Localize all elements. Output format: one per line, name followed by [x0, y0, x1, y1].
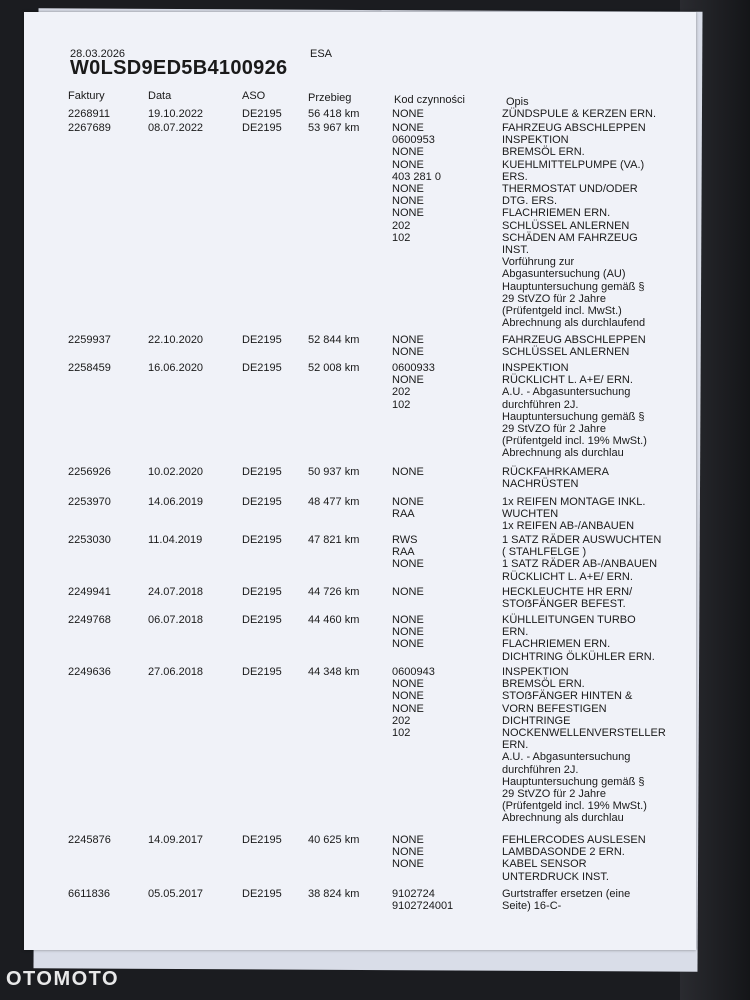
service-history-document — [24, 12, 696, 950]
description-line: FLACHRIEMEN ERN. — [502, 638, 611, 651]
description-line: Seite) 16-C- — [502, 900, 562, 913]
operation-code: 202 — [392, 714, 411, 727]
service-date: 14.06.2019 — [148, 496, 204, 508]
description-line: INST. — [502, 244, 529, 257]
invoice-number: 2249941 — [68, 586, 111, 598]
invoice-number: 2245876 — [68, 834, 111, 846]
description-line: Vorführung zur — [502, 256, 575, 269]
service-date: 05.05.2017 — [148, 888, 204, 900]
description-line: durchführen 2J. — [502, 398, 579, 411]
invoice-number: 2253970 — [68, 496, 111, 508]
aso-code: DE2195 — [242, 496, 282, 508]
operation-code: 0600953 — [392, 134, 435, 147]
aso-code: DE2195 — [242, 614, 282, 626]
service-date: 27.06.2018 — [148, 666, 204, 678]
operation-code: NONE — [392, 158, 424, 171]
description — [502, 888, 630, 912]
description-line: SCHLÜSSEL ANLERNEN — [502, 346, 630, 359]
invoice-number: 2267689 — [68, 122, 111, 134]
operation-codes — [392, 108, 424, 120]
description-line: SCHÄDEN AM FAHRZEUG — [502, 231, 638, 244]
description-line: VORN BEFESTIGEN — [502, 702, 607, 715]
column-header-kod: Kod czynności — [394, 94, 465, 106]
print-date: 28.03.2026 — [70, 48, 126, 60]
description-line: DICHTRING ÖLKÜHLER ERN. — [502, 650, 655, 663]
description-line: UNTERDRUCK INST. — [502, 870, 609, 883]
operation-codes — [392, 534, 424, 571]
operation-code: NONE — [392, 334, 424, 346]
operation-code: NONE — [392, 195, 424, 208]
description — [502, 122, 646, 329]
service-date: 19.10.2022 — [148, 108, 204, 120]
description-line: RÜCKLICHT L. A+E/ ERN. — [502, 570, 633, 583]
operation-code: NONE — [392, 858, 424, 871]
description — [502, 586, 632, 610]
description-line: 1 SATZ RÄDER AUSWUCHTEN — [502, 534, 662, 546]
aso-code: DE2195 — [242, 834, 282, 846]
mileage: 53 967 km — [308, 122, 360, 134]
description-line: 1x REIFEN AB-/ANBAUEN — [502, 520, 635, 533]
vin-number: W0LSD9ED5B4100926 — [70, 57, 288, 79]
description-line: DICHTRINGE — [502, 714, 571, 727]
mileage: 50 937 km — [308, 466, 360, 478]
operation-code: NONE — [392, 690, 424, 703]
aso-code: DE2195 — [242, 888, 282, 900]
description — [502, 334, 646, 358]
description-line: Abrechnung als durchlau — [502, 812, 624, 825]
operation-code: NONE — [392, 122, 424, 134]
invoice-number: 2258459 — [68, 362, 111, 374]
aso-code: DE2195 — [242, 466, 282, 478]
mileage: 47 821 km — [308, 534, 360, 546]
description — [502, 666, 666, 825]
description-line: DTG. ERS. — [502, 195, 558, 208]
operation-codes — [392, 466, 424, 478]
description-line: 1x REIFEN MONTAGE INKL. — [502, 496, 646, 508]
service-date: 16.06.2020 — [148, 362, 204, 374]
operation-code: 202 — [392, 386, 411, 399]
aso-code: DE2195 — [242, 362, 282, 374]
description-line: Hauptuntersuchung gemäß § — [502, 775, 645, 788]
description-line: (Prüfentgeld incl. 19% MwSt.) — [502, 800, 647, 813]
invoice-number: 2259937 — [68, 334, 111, 346]
description-line: Hauptuntersuchung gemäß § — [502, 280, 645, 293]
service-date: 06.07.2018 — [148, 614, 204, 626]
description-line: NOCKENWELLENVERSTELLER — [502, 727, 666, 740]
operation-code: 102 — [392, 727, 411, 740]
operation-code: NONE — [392, 558, 424, 571]
description-line: ERN. — [502, 739, 529, 752]
mileage: 44 460 km — [308, 614, 360, 626]
description-line: STOẞFÄNGER BEFEST. — [502, 598, 626, 611]
service-date: 08.07.2022 — [148, 122, 204, 134]
operation-codes — [392, 122, 441, 244]
description-line: NACHRÜSTEN — [502, 478, 579, 491]
mileage: 38 824 km — [308, 888, 360, 900]
operation-code: NONE — [392, 626, 424, 639]
description-line: RÜCKFAHRKAMERA — [502, 466, 609, 478]
description-line: STOẞFÄNGER HINTEN & — [502, 690, 633, 703]
mileage: 56 418 km — [308, 108, 360, 120]
description — [502, 362, 647, 460]
description-line: RÜCKLICHT L. A+E/ ERN. — [502, 374, 633, 387]
description-line: ( STAHLFELGE ) — [502, 546, 587, 559]
operation-code: NONE — [392, 614, 424, 626]
aso-code: DE2195 — [242, 586, 282, 598]
description — [502, 614, 655, 663]
column-header-data: Data — [148, 90, 172, 102]
operation-code: NONE — [392, 846, 424, 859]
operation-code: NONE — [392, 834, 424, 846]
service-date: 11.04.2019 — [148, 534, 203, 546]
mileage: 40 625 km — [308, 834, 360, 846]
description-line: LAMBDASONDE 2 ERN. — [502, 846, 625, 859]
description — [502, 108, 656, 120]
description-line: ZÜNDSPULE & KERZEN ERN. — [502, 108, 657, 120]
operation-codes — [392, 586, 424, 598]
operation-code: 0600943 — [392, 666, 435, 678]
column-header-aso: ASO — [242, 90, 266, 102]
operation-codes — [392, 888, 453, 912]
operation-code: 202 — [392, 219, 411, 232]
description-line: THERMOSTAT UND/ODER — [502, 183, 638, 196]
mileage: 48 477 km — [308, 496, 360, 508]
description-line: (Prüfentgeld incl. 19% MwSt.) — [502, 435, 647, 448]
service-date: 14.09.2017 — [148, 834, 204, 846]
description-line: Abgasuntersuchung (AU) — [502, 268, 626, 281]
description-line: KUEHLMITTELPUMPE (VA.) — [502, 158, 645, 171]
description-line: INSPEKTION — [502, 362, 569, 374]
operation-codes — [392, 666, 435, 739]
operation-code: 102 — [392, 398, 411, 411]
operation-codes — [392, 334, 424, 358]
invoice-number: 2249768 — [68, 614, 111, 626]
description-line: (Prüfentgeld incl. MwSt.) — [502, 305, 622, 318]
aso-code: DE2195 — [242, 666, 282, 678]
operation-code: NONE — [392, 586, 424, 598]
column-header-przebieg: Przebieg — [308, 92, 352, 104]
description-line: 29 StVZO für 2 Jahre — [502, 292, 606, 305]
operation-code: RAA — [392, 546, 415, 559]
invoice-number: 2253030 — [68, 534, 111, 546]
description-line: INSPEKTION — [502, 134, 569, 147]
column-header-faktury: Faktury — [68, 90, 105, 102]
operation-code: NONE — [392, 466, 424, 478]
description-line: WUCHTEN — [502, 508, 559, 521]
invoice-number: 6611836 — [68, 888, 111, 900]
description-line: FAHRZEUG ABSCHLEPPEN — [502, 334, 646, 346]
description-line: durchführen 2J. — [502, 763, 579, 776]
operation-code: RAA — [392, 508, 415, 521]
operation-codes — [392, 362, 435, 411]
description-line: Gurtstraffer ersetzen (eine — [502, 888, 631, 900]
description-line: FEHLERCODES AUSLESEN — [502, 834, 646, 846]
operation-code: 9102724001 — [392, 900, 454, 913]
service-date: 10.02.2020 — [148, 466, 204, 478]
operation-codes — [392, 496, 424, 520]
operation-codes — [392, 834, 424, 871]
description-line: ERS. — [502, 170, 528, 183]
description-line: ERN. — [502, 626, 529, 639]
description — [502, 496, 645, 533]
operation-code: NONE — [392, 678, 424, 691]
operation-code: RWS — [392, 534, 418, 546]
mileage: 44 348 km — [308, 666, 360, 678]
invoice-number: 2256926 — [68, 466, 111, 478]
description-line: FLACHRIEMEN ERN. — [502, 207, 611, 220]
invoice-number: 2249636 — [68, 666, 111, 678]
service-date: 22.10.2020 — [148, 334, 204, 346]
operation-code: NONE — [392, 374, 424, 387]
operation-code: NONE — [392, 638, 424, 651]
description-line: 29 StVZO für 2 Jahre — [502, 423, 606, 436]
operation-code: NONE — [392, 702, 424, 715]
aso-code: DE2195 — [242, 334, 282, 346]
description-line: BREMSÖL ERN. — [502, 678, 585, 691]
description — [502, 466, 609, 490]
operation-code: NONE — [392, 146, 424, 159]
description-line: 1 SATZ RÄDER AB-/ANBAUEN — [502, 558, 658, 571]
description — [502, 834, 646, 883]
description-line: Abrechnung als durchlaufend — [502, 317, 646, 330]
operation-codes — [392, 614, 424, 651]
operation-code: NONE — [392, 207, 424, 220]
operation-code: 9102724 — [392, 888, 435, 900]
description-line: A.U. - Abgasuntersuchung — [502, 751, 631, 764]
document-code: ESA — [310, 48, 333, 60]
description-line: Hauptuntersuchung gemäß § — [502, 410, 645, 423]
otomoto-watermark: OTOMOTO — [6, 968, 120, 990]
description-line: HECKLEUCHTE HR ERN/ — [502, 586, 633, 598]
mileage: 52 008 km — [308, 362, 360, 374]
operation-code: NONE — [392, 496, 424, 508]
aso-code: DE2195 — [242, 122, 282, 134]
service-date: 24.07.2018 — [148, 586, 204, 598]
description-line: FAHRZEUG ABSCHLEPPEN — [502, 122, 646, 134]
operation-code: NONE — [392, 346, 424, 359]
description-line: INSPEKTION — [502, 666, 569, 678]
description-line: KABEL SENSOR — [502, 858, 587, 871]
mileage: 52 844 km — [308, 334, 360, 346]
mileage: 44 726 km — [308, 586, 360, 598]
description-line: 29 StVZO für 2 Jahre — [502, 788, 606, 801]
description-line: BREMSÖL ERN. — [502, 146, 585, 159]
description-line: Abrechnung als durchlau — [502, 447, 624, 460]
description-line: KÜHLLEITUNGEN TURBO — [502, 614, 636, 626]
description-line: A.U. - Abgasuntersuchung — [502, 386, 631, 399]
aso-code: DE2195 — [242, 108, 282, 120]
description — [502, 534, 661, 583]
description-line: SCHLÜSSEL ANLERNEN — [502, 219, 630, 232]
operation-code: 102 — [392, 231, 411, 244]
operation-code: NONE — [392, 108, 424, 120]
invoice-number: 2268911 — [68, 108, 111, 120]
column-header-opis: Opis — [506, 96, 529, 108]
operation-code: 0600933 — [392, 362, 435, 374]
operation-code: 403 281 0 — [392, 170, 441, 183]
aso-code: DE2195 — [242, 534, 282, 546]
operation-code: NONE — [392, 183, 424, 196]
